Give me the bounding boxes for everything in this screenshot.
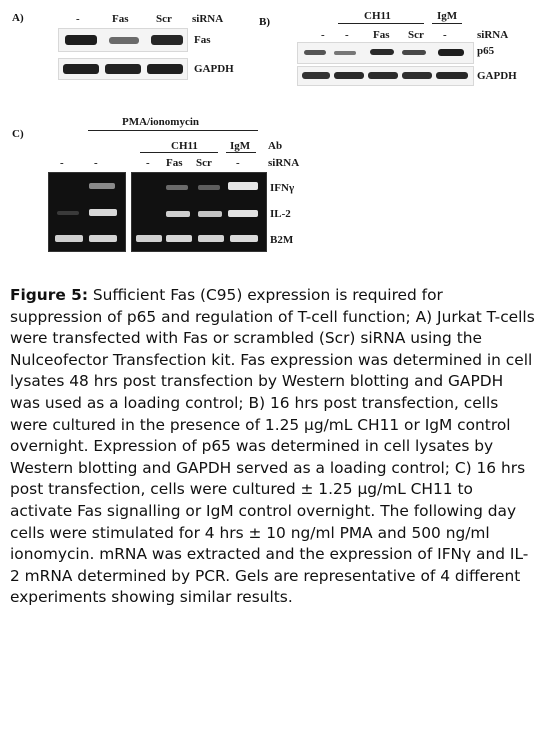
blot-band (368, 72, 398, 79)
figure-5-image (0, 0, 541, 285)
gel-band (89, 183, 115, 189)
panel-b-lane-label: - (443, 29, 447, 41)
panel-a-lane-label: siRNA (192, 13, 224, 25)
gel-band (198, 185, 220, 190)
caption-text: Sufficient Fas (C95) expression is required for suppression of p65 and regulation of T-cell function; A) Jurkat T-cells were transfected with Fas or scrambled (Scr) siRNA using the Nulceofector Transfection kit. Fas expression was determined in cell lysates 48 hrs post transfection by Western blotting and GAPDH was used as a loading control; B) 16 hrs post transfection, cells were cultured in the presence of 1.25 μg/mL CH11 or IgM control overnight. Expression of p65 was determined in cell lysates by Western blotting and GAPDH served as a loading control; C) 16 hrs post transfection, cells were cultured ± 1.25 μg/mL CH11 to activate Fas signalling or IgM control overnight. The following day cells were stimulated for 4 hrs ± 10 ng/ml PMA and 500 ng/ml ionomycin. mRNA was extracted and the expression of IFNγ and IL-2 mRNA determined by PCR. Gels are representative of 4 different experiments showing similar results. (10, 286, 535, 607)
panel-b-row-label: p65 (477, 45, 495, 57)
panel-b-gapdh-blot (297, 66, 474, 86)
panel-c-lane-label: Scr (196, 157, 212, 169)
panel-c-lane-label: siRNA (268, 157, 300, 169)
caption-title: Figure 5: (10, 286, 89, 304)
gel-band (166, 185, 188, 190)
gel-band (230, 235, 258, 242)
panel-a-label: A) (12, 12, 24, 24)
blot-band (334, 72, 364, 79)
gel-band (198, 211, 222, 217)
panel-b-group-label: CH11 (364, 10, 391, 22)
panel-b-lane-label: siRNA (477, 29, 509, 41)
panel-a-lane-label: Fas (112, 13, 129, 25)
panel-a-lane-label: - (76, 13, 80, 25)
panel-c-lane-label: - (94, 157, 98, 169)
blot-band (65, 35, 97, 45)
panel-c-row-label: B2M (270, 234, 294, 246)
panel-c-lane-label: - (146, 157, 150, 169)
blot-band (334, 51, 356, 55)
figure-caption (10, 285, 538, 609)
panel-c-right-gel (131, 172, 267, 252)
panel-c-group-line (226, 152, 256, 153)
panel-b-p65-blot (297, 42, 474, 64)
panel-a-fas-blot (58, 28, 188, 52)
panel-c-treatment-label: PMA/ionomycin (122, 116, 199, 128)
panel-b-lane-label: - (321, 29, 325, 41)
gel-band (55, 235, 83, 242)
gel-band (136, 235, 162, 242)
gel-band (198, 235, 224, 242)
panel-c-row-label: IL-2 (270, 208, 291, 220)
blot-band (304, 50, 326, 55)
gel-band (228, 210, 258, 217)
gel-band (57, 211, 79, 215)
blot-band (109, 37, 139, 44)
gel-band (89, 209, 117, 216)
gel-band (89, 235, 117, 242)
panel-c-label: C) (12, 128, 24, 140)
panel-b-group-label: IgM (437, 10, 458, 22)
panel-a-lane-label: Scr (156, 13, 172, 25)
gel-band (228, 182, 258, 190)
panel-c-group-label: Ab (268, 140, 283, 152)
blot-band (63, 64, 99, 74)
panel-c-row-label: IFNγ (270, 182, 295, 194)
panel-c-group-label: IgM (230, 140, 251, 152)
blot-band (147, 64, 183, 74)
panel-a-row-label: GAPDH (194, 63, 234, 75)
panel-c-treatment-line (88, 130, 258, 131)
panel-b-lane-label: - (345, 29, 349, 41)
panel-c-group-line (140, 152, 218, 153)
panel-a-row-label: Fas (194, 34, 211, 46)
blot-band (402, 50, 426, 55)
panel-b-row-label: GAPDH (477, 70, 517, 82)
gel-band (166, 211, 190, 217)
blot-band (370, 49, 394, 55)
gel-band (166, 235, 192, 242)
panel-a-gapdh-blot (58, 58, 188, 80)
panel-c-group-label: CH11 (171, 140, 198, 152)
panel-c-lane-label: Fas (166, 157, 183, 169)
panel-b-group-line (432, 23, 462, 24)
blot-band (302, 72, 330, 79)
blot-band (438, 49, 464, 56)
blot-band (151, 35, 183, 45)
panel-c-lane-label: - (236, 157, 240, 169)
blot-band (402, 72, 432, 79)
panel-b-lane-label: Scr (408, 29, 424, 41)
blot-band (105, 64, 141, 74)
panel-b-lane-label: Fas (373, 29, 390, 41)
panel-c-lane-label: - (60, 157, 64, 169)
panel-b-label: B) (259, 16, 270, 28)
panel-c-left-gel (48, 172, 126, 252)
panel-b-group-line (338, 23, 424, 24)
blot-band (436, 72, 468, 79)
